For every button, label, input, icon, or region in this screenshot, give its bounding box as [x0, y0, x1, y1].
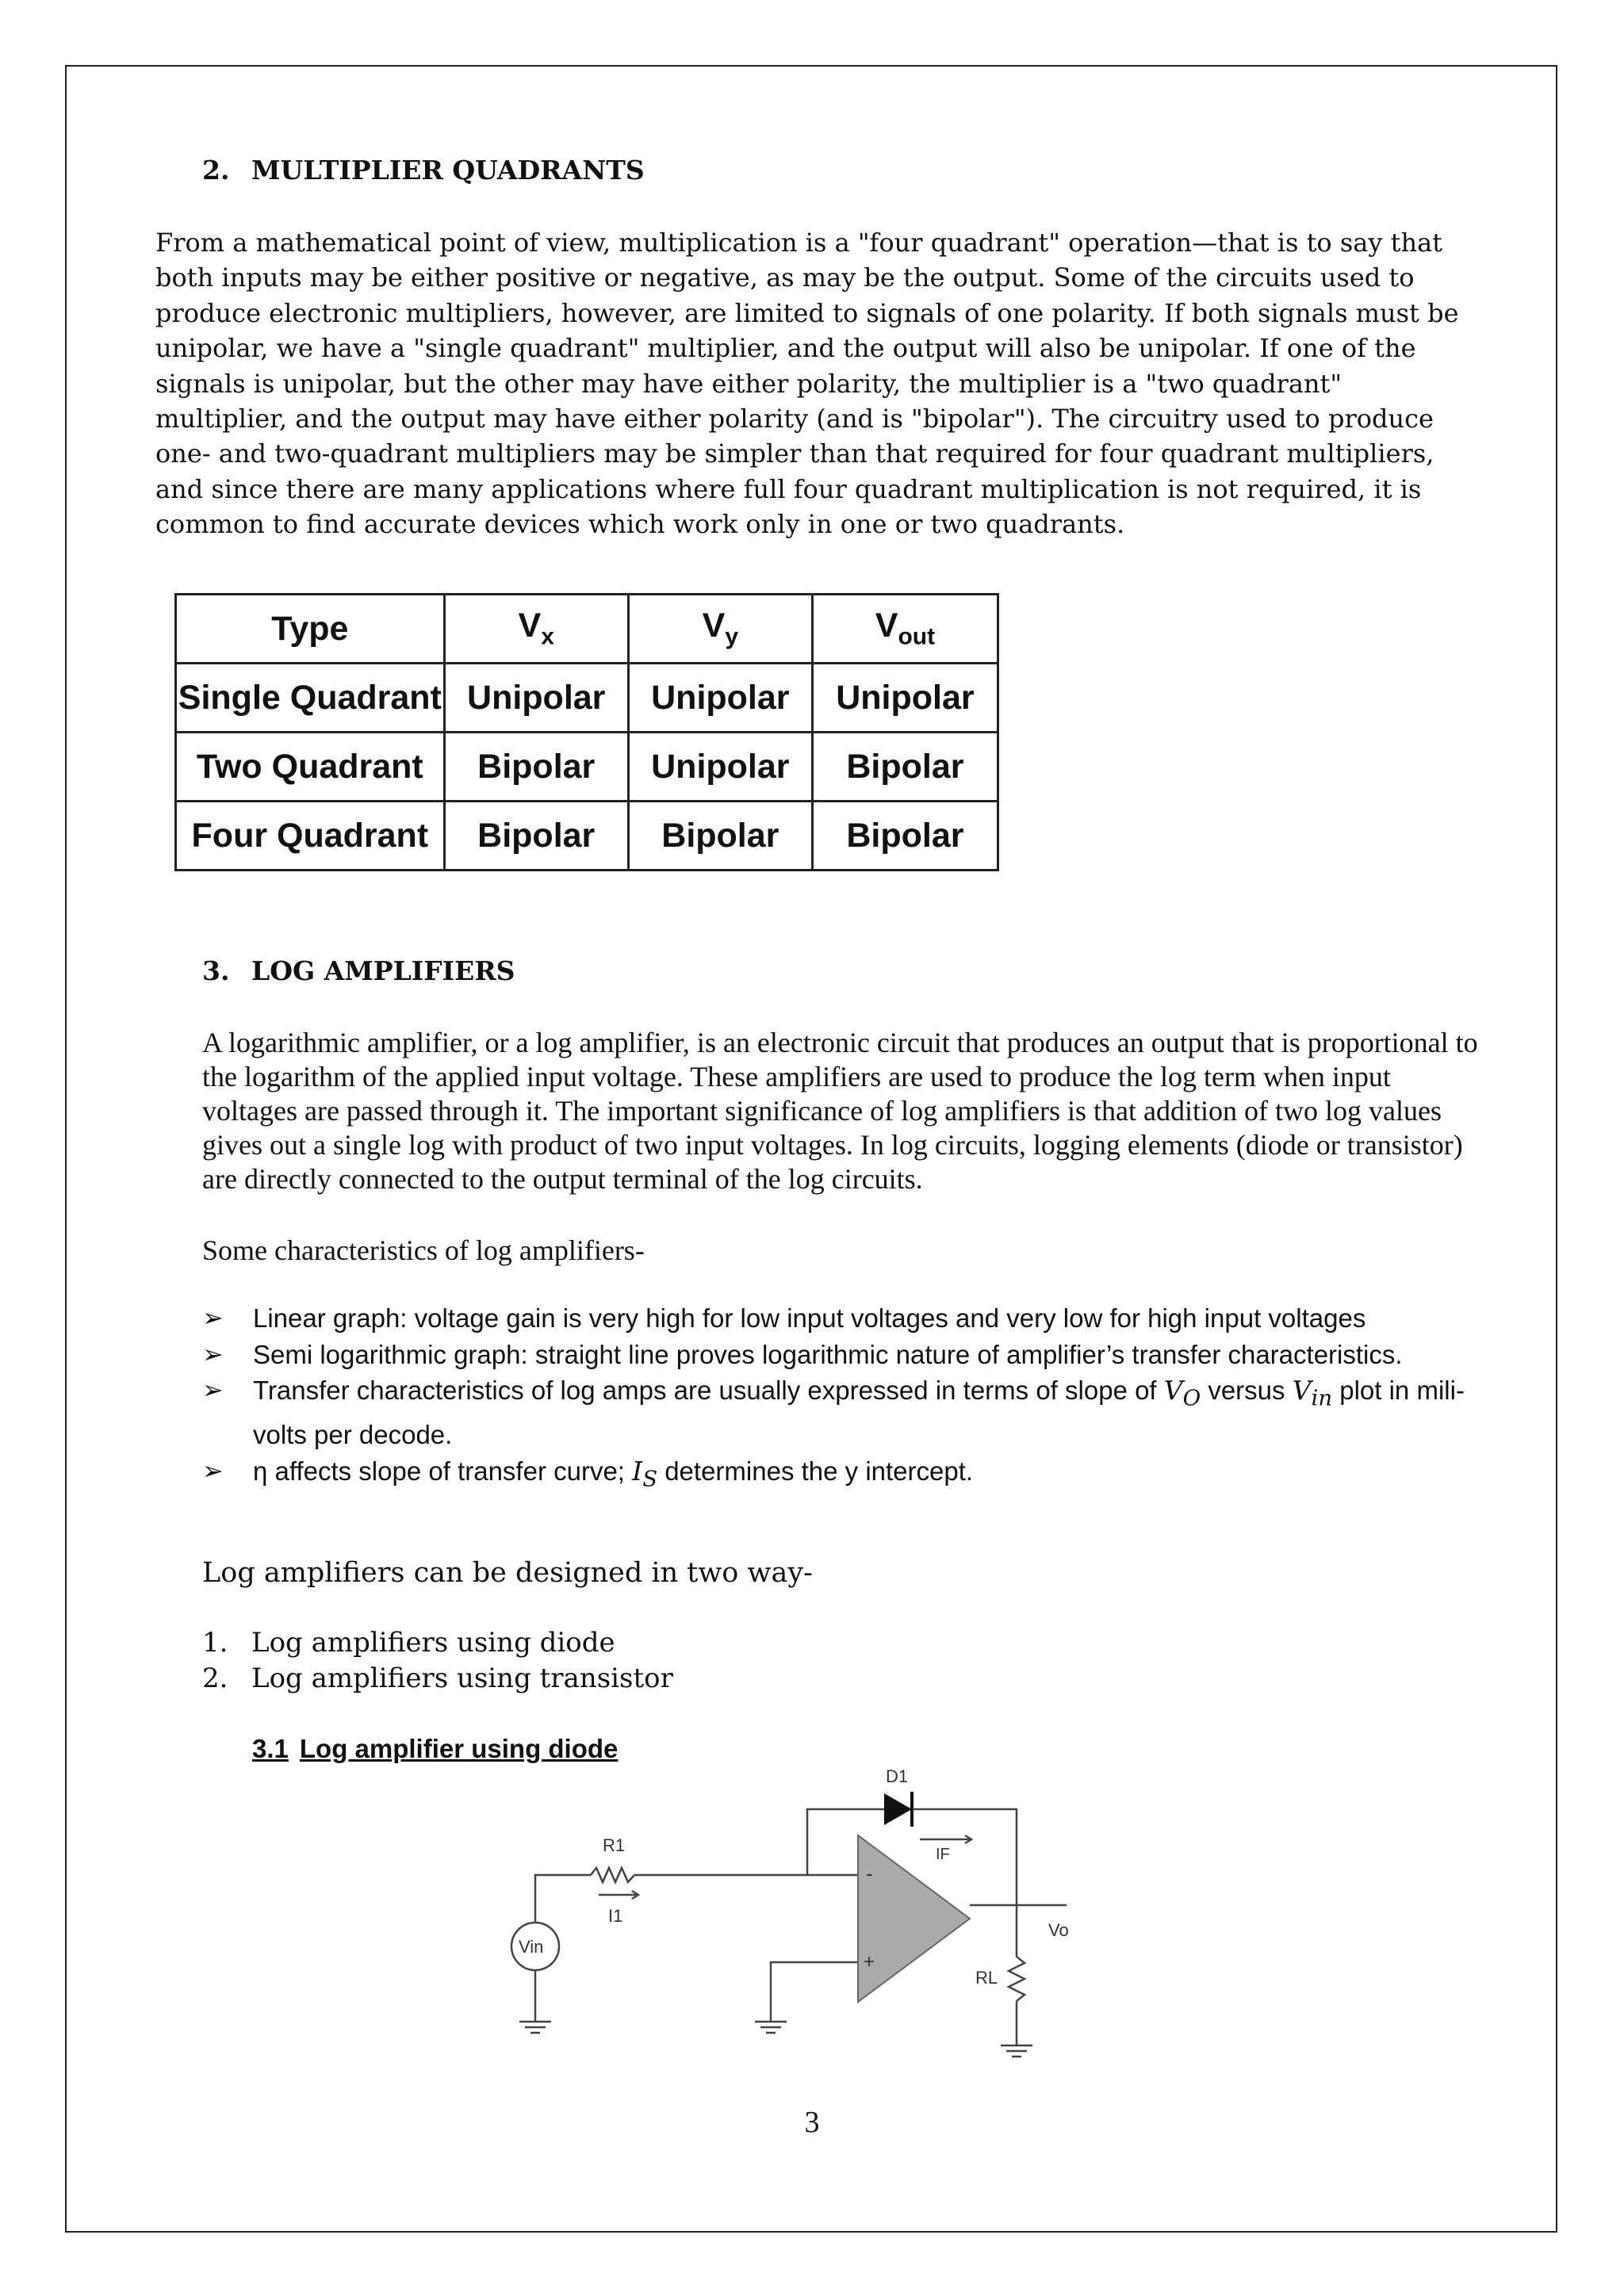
if-arrow-icon [920, 1835, 971, 1843]
table-cell: Bipolar [444, 733, 628, 802]
table-header-row [176, 595, 998, 664]
table-cell: Bipolar [628, 802, 812, 871]
arrow-bullet-icon: ➢ [202, 1303, 224, 1332]
table-cell: Unipolar [812, 664, 998, 733]
quadrant-table [174, 593, 999, 871]
header-vout: $V_{out}$ [812, 595, 998, 664]
rl-resistor [1009, 1957, 1025, 2001]
design-list [202, 1625, 673, 1697]
vin-label: Vin [519, 1937, 544, 1957]
list-item: ➢ Transfer characteristics of log amps are usually expressed in terms of slope of $V_O$ versus $V_{in}$ plot in mili-volts per decode. [202, 1372, 1479, 1453]
characteristics-intro: Some characteristics of log amplifiers- [202, 1234, 645, 1266]
section-2-number: 2. [202, 155, 230, 186]
d1-label: D1 [886, 1766, 909, 1786]
table-row [176, 664, 998, 733]
table-cell: Two Quadrant [176, 733, 445, 802]
arrow-bullet-icon: ➢ [202, 1456, 224, 1485]
header-vx: $V_x$ [444, 595, 628, 664]
table-cell: Bipolar [444, 802, 628, 871]
ground-icon [1001, 2045, 1032, 2057]
design-intro: Log amplifiers can be designed in two way- [202, 1557, 813, 1589]
table-cell: Single Quadrant [176, 664, 445, 733]
header-type: Type [176, 595, 445, 664]
subsection-heading: 3.1 Log amplifier using diode [252, 1734, 619, 1763]
list-item: 2. Log amplifiers using transistor [202, 1663, 673, 1694]
table-cell: Four Quadrant [176, 802, 445, 871]
section-2-title: MULTIPLIER QUADRANTS [251, 155, 645, 186]
table-cell: Unipolar [628, 733, 812, 802]
i1-label: I1 [608, 1906, 623, 1926]
wire [535, 1875, 591, 1923]
section-3-number: 3. [202, 955, 230, 986]
section-3-title: LOG AMPLIFIERS [251, 955, 515, 986]
arrow-bullet-icon: ➢ [202, 1339, 224, 1368]
minus-label: - [866, 1862, 873, 1885]
log-amplifier-diode-circuit [476, 1760, 1110, 2093]
ground-icon [519, 2022, 551, 2033]
r1-label: R1 [603, 1835, 626, 1855]
table-row [176, 733, 998, 802]
rl-label: RL [975, 1968, 998, 1988]
list-item: ➢ Linear graph: voltage gain is very high for low input voltages and very low for high input voltages [202, 1300, 1479, 1337]
list-item: 1. Log amplifiers using diode [202, 1627, 615, 1659]
characteristics-list [202, 1300, 1479, 1498]
d1-diode [884, 1792, 912, 1827]
section-2-paragraph: From a mathematical point of view, multiplication is a "four quadrant" operation—that is to say that both inputs may be either positive or negative, as may be the output. Some of the circuits used to produce electronic multipliers, however, are limited to signals of one polarity. If both signals must be unipolar, we have a "single quadrant" multiplier, and the output will also be unipolar. If one of the signals is unipolar, but the other may have either polarity, the multiplier is a "two quadrant" multiplier, and the output may have either polarity (and is "bipolar"). The circuitry used to produce one- and two-quadrant multipliers may be simpler than that required for four quadrant multipliers, and since there are many applications where full four quadrant multiplication is not required, it is common to find accurate devices which work only in one or two quadrants. [155, 228, 1459, 540]
header-vy: $V_y$ [628, 595, 812, 664]
ground-icon [755, 2022, 787, 2033]
table-cell: Unipolar [444, 664, 628, 733]
table-cell: Bipolar [812, 802, 998, 871]
wire [771, 1962, 858, 2022]
list-item: ➢ Semi logarithmic graph: straight line proves logarithmic nature of amplifier’s transfer characteristics. [202, 1337, 1479, 1373]
section-2-heading [202, 155, 645, 186]
plus-label: + [864, 1951, 875, 1973]
section-3-heading [202, 955, 515, 986]
if-label: IF [936, 1846, 950, 1863]
arrow-bullet-icon: ➢ [202, 1376, 224, 1404]
op-amp [858, 1835, 970, 2002]
page-number: 3 [804, 2106, 820, 2139]
vo-label: Vo [1048, 1920, 1069, 1940]
table-cell: Bipolar [812, 733, 998, 802]
list-item: ➢ η affects slope of transfer curve; $I_S$ determines the y intercept. [202, 1453, 1479, 1498]
i1-arrow-icon [599, 1891, 638, 1899]
section-3-paragraph: A logarithmic amplifier, or a log amplifier, is an electronic circuit that produces an output that is proportional to the logarithm of the applied input voltage. These amplifiers are used to produce the log term when input voltages are passed through it. The important significance of log amplifiers is that addition of two log values gives out a single log with product of two input voltages. In log circuits, logging elements (diode or transistor) are directly connected to the output terminal of the log circuits. [202, 1027, 1478, 1195]
r1-resistor [591, 1868, 634, 1882]
table-row [176, 802, 998, 871]
table-cell: Unipolar [628, 664, 812, 733]
